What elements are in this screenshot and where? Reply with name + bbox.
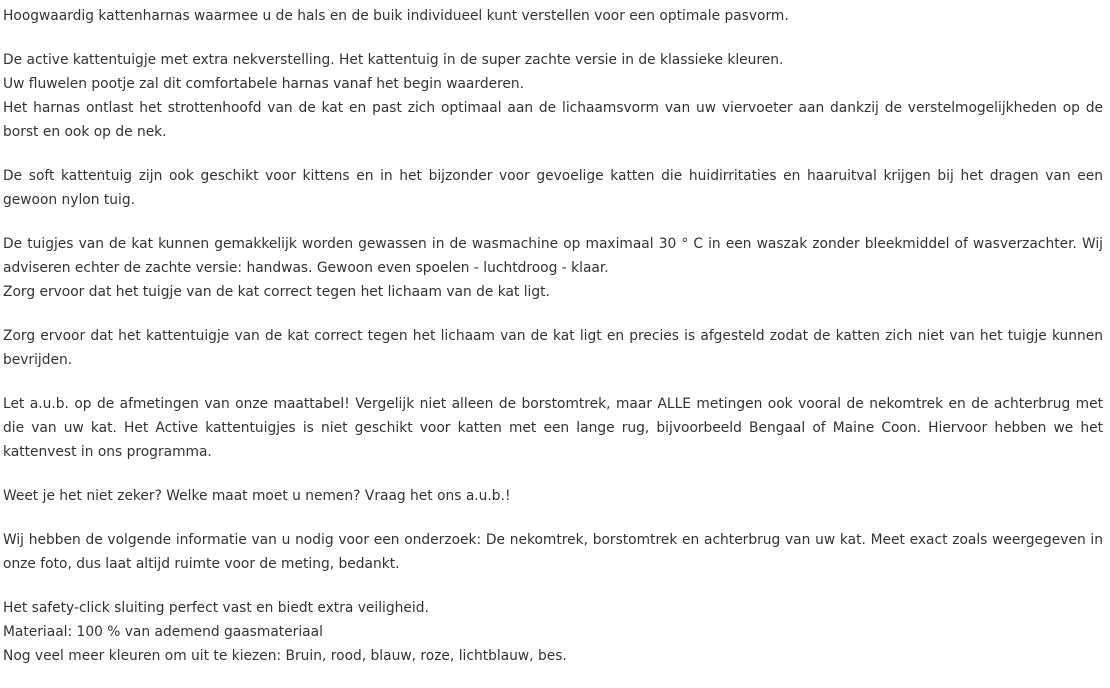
- description-line: Wij hebben de volgende informatie van u nodig voor een onderzoek: De nekomtrek, borstomtrek en achterbrug van uw kat. Meet exact zoals weergegeven in onze foto, dus laat altijd ruimte voor de meting, bedankt.: [3, 532, 1103, 572]
- description-line: Het safety-click sluiting perfect vast en biedt extra veiligheid.: [3, 600, 429, 616]
- description-line: De active kattentuigje met extra nekverstelling. Het kattentuig in de super zachte versie in de klassieke kleuren.: [3, 52, 784, 68]
- description-line: Zorg ervoor dat het tuigje van de kat correct tegen het lichaam van de kat ligt.: [3, 284, 550, 300]
- description-line: De tuigjes van de kat kunnen gemakkelijk worden gewassen in de wasmachine op maximaal 30 ° C in een waszak zonder bleekmiddel of wasverzachter. Wij adviseren echter de zachte versie: handwas. Gewoon even spoelen - luchtdroog - klaar.: [3, 236, 1103, 276]
- description-paragraph: [3, 528, 1103, 576]
- description-paragraph: [3, 164, 1103, 212]
- description-paragraph: [3, 4, 1103, 28]
- description-paragraph: [3, 484, 1103, 508]
- description-paragraph: [3, 596, 1103, 668]
- description-line: Hoogwaardig kattenharnas waarmee u de hals en de buik individueel kunt verstellen voor een optimale pasvorm.: [3, 8, 789, 24]
- description-line: Zorg ervoor dat het kattentuigje van de kat correct tegen het lichaam van de kat ligt en precies is afgesteld zodat de katten zich niet van het tuigje kunnen bevrijden.: [3, 328, 1103, 368]
- description-line: Nog veel meer kleuren om uit te kiezen: Bruin, rood, blauw, roze, lichtblauw, bes.: [3, 648, 567, 664]
- description-line: Let a.u.b. op de afmetingen van onze maattabel! Vergelijk niet alleen de borstomtrek, maar ALLE metingen ook vooral de nekomtrek en de achterbrug met die van uw kat. Het Active kattentuigjes is niet geschikt voor katten met een lange rug, bijvoorbeeld Bengaal of Maine Coon. Hiervoor hebben we het kattenvest in ons programma.: [3, 396, 1103, 460]
- description-paragraph: [3, 324, 1103, 372]
- description-line: Het harnas ontlast het strottenhoofd van de kat en past zich optimaal aan de lichaamsvorm van uw viervoeter aan dankzij de verstelmogelijkheden op de borst en ook op de nek.: [3, 100, 1103, 140]
- description-line: Uw fluwelen pootje zal dit comfortabele harnas vanaf het begin waarderen.: [3, 76, 525, 92]
- description-paragraph: [3, 232, 1103, 304]
- description-line: Materiaal: 100 % van ademend gaasmateriaal: [3, 624, 323, 640]
- product-description: [3, 4, 1103, 688]
- description-paragraph: [3, 392, 1103, 464]
- description-line: De soft kattentuig zijn ook geschikt voor kittens en in het bijzonder voor gevoelige katten die huidirritaties en haaruitval krijgen bij het dragen van een gewoon nylon tuig.: [3, 168, 1103, 208]
- description-paragraph: [3, 48, 1103, 144]
- description-line: Weet je het niet zeker? Welke maat moet u nemen? Vraag het ons a.u.b.!: [3, 488, 511, 504]
